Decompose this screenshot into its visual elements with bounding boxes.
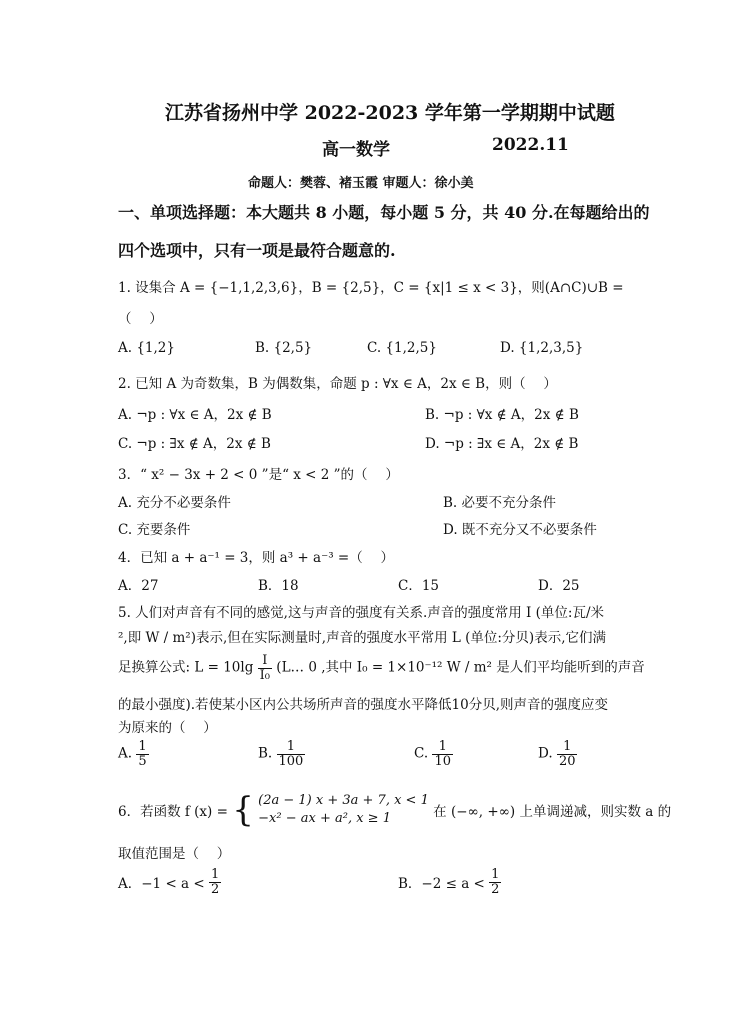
q4-option-d: D．25 [538,578,580,594]
fraction-numerator: 1 [557,740,578,755]
q1-stem: 1. 设集合 A = {−1,1,2,3,6}，B = {2,5}，C = {x|1 ≤ x < 3}，则(A∩C)∪B = [118,280,624,296]
q3-option-a: A. 充分不必要条件 [118,495,231,511]
subject-title: 高一数学 [322,140,390,160]
q6-piecewise-function [232,792,429,828]
q5-option-b [258,740,305,768]
fraction-denominator: 10 [434,753,451,769]
q3-option-d: D. 既不充分又不必要条件 [443,522,597,538]
q5-option-c [414,740,453,768]
q6-option-a [118,868,221,896]
q6-option-b [398,868,501,896]
option-label: B. [258,745,273,762]
option-fraction [277,740,306,768]
left-brace-icon: { [232,790,254,830]
exam-date: 2022.11 [492,135,569,155]
fraction-numerator: 1 [277,740,306,755]
q1-option-b: B. {2,5} [255,340,313,356]
q6-suffix: 在 (−∞, +∞) 上单调递减，则实数 a 的 [433,804,672,820]
fraction-numerator: 1 [138,739,147,754]
option-fraction [489,868,501,896]
q5-option-d [538,740,577,768]
q5-option-a [118,740,149,768]
q5-line1: 5. 人们对声音有不同的感觉,这与声音的强度有关系.声音的强度常用 I (单位:瓦/米 [118,605,605,621]
case-2: −x² − ax + a², x ≥ 1 [258,811,391,826]
q2-stem: 2. 已知 A 为奇数集，B 为偶数集，命题 p : ∀x ∈ A，2x ∈ B，则（ ） [118,376,557,392]
q6-stem-line2: 取值范围是（ ） [118,846,231,862]
q1-option-d: D. {1,2,3,5} [500,340,584,356]
q4-option-c: C．15 [398,578,440,594]
fraction-denominator: 100 [278,753,304,769]
q6-prefix: 6．若函数 f (x) = [118,804,228,820]
q2-option-a: A. ¬p : ∀x ∈ A，2x ∉ B [118,407,272,423]
section-heading-line1: 一、单项选择题：本大题共 8 小题，每小题 5 分，共 40 分.在每题给出的 [118,203,650,222]
q5-fraction-denominator: I₀ [259,667,270,683]
q2-option-b: B. ¬p : ∀x ∉ A，2x ∉ B [425,407,579,423]
authors-line: 命题人：樊蓉、褚玉霞 审题人：徐小美 [248,176,474,191]
option-label: A. [118,745,133,762]
q5-line2: ²,即 W / m²)表示,但在实际测量时,声音的强度水平常用 L (单位:分贝)表示,它们满 [118,630,606,646]
q5-formula-fraction [258,654,272,682]
q3-option-c: C. 充要条件 [118,522,191,538]
q5-line4: 的最小强度).若使某小区内公共场所声音的强度水平降低10分贝,则声音的强度应变 [118,697,609,713]
option-fraction [209,868,221,896]
option-label: C. [414,745,429,762]
q4-stem: 4．已知 a + a⁻¹ = 3，则 a³ + a⁻³ =（ ） [118,550,395,566]
q5-fraction-numerator: I [258,654,272,669]
case-1: (2a − 1) x + 3a + 7, x < 1 [258,793,429,808]
option-text: A．−1 < a < [118,876,205,893]
q5-line3 [118,654,645,682]
fraction-denominator: 5 [138,753,147,769]
option-label: D. [538,745,553,762]
q3-option-b: B. 必要不充分条件 [443,495,557,511]
option-fraction [432,740,453,768]
q3-stem: 3．“ x² − 3x + 2 < 0 ”是“ x < 2 ”的（ ） [118,467,399,483]
fraction-denominator: 2 [211,881,220,897]
exam-title: 江苏省扬州中学 2022-2023 学年第一学期期中试题 [165,102,615,124]
q5-formula-suffix: (L… 0 ,其中 I₀ = 1×10⁻¹² W / m² 是人们平均能听到的声音 [276,659,645,676]
fraction-numerator: 1 [432,740,453,755]
fraction-numerator: 1 [491,867,500,882]
q4-option-a: A．27 [118,578,159,594]
option-fraction [136,740,148,768]
q2-option-c: C. ¬p : ∃x ∉ A，2x ∉ B [118,436,271,452]
q1-answer-paren: （ ） [118,311,163,327]
q5-line5: 为原来的（ ） [118,720,217,736]
fraction-denominator: 20 [558,753,576,769]
q2-option-d: D. ¬p : ∃x ∈ A，2x ∉ B [425,436,579,452]
fraction-numerator: 1 [211,867,220,882]
option-text: B．−2 ≤ a < [398,876,485,893]
q4-option-b: B．18 [258,578,299,594]
q5-formula-prefix: 足换算公式: L = 10lg [118,659,254,676]
q6-stem-line1 [118,792,671,828]
fraction-denominator: 2 [491,881,500,897]
q1-option-c: C. {1,2,5} [367,340,437,356]
option-fraction [557,740,578,768]
q1-option-a: A. {1,2} [118,340,175,356]
piecewise-cases [258,792,429,828]
section-heading-line2: 四个选项中，只有一项是最符合题意的. [118,241,396,260]
